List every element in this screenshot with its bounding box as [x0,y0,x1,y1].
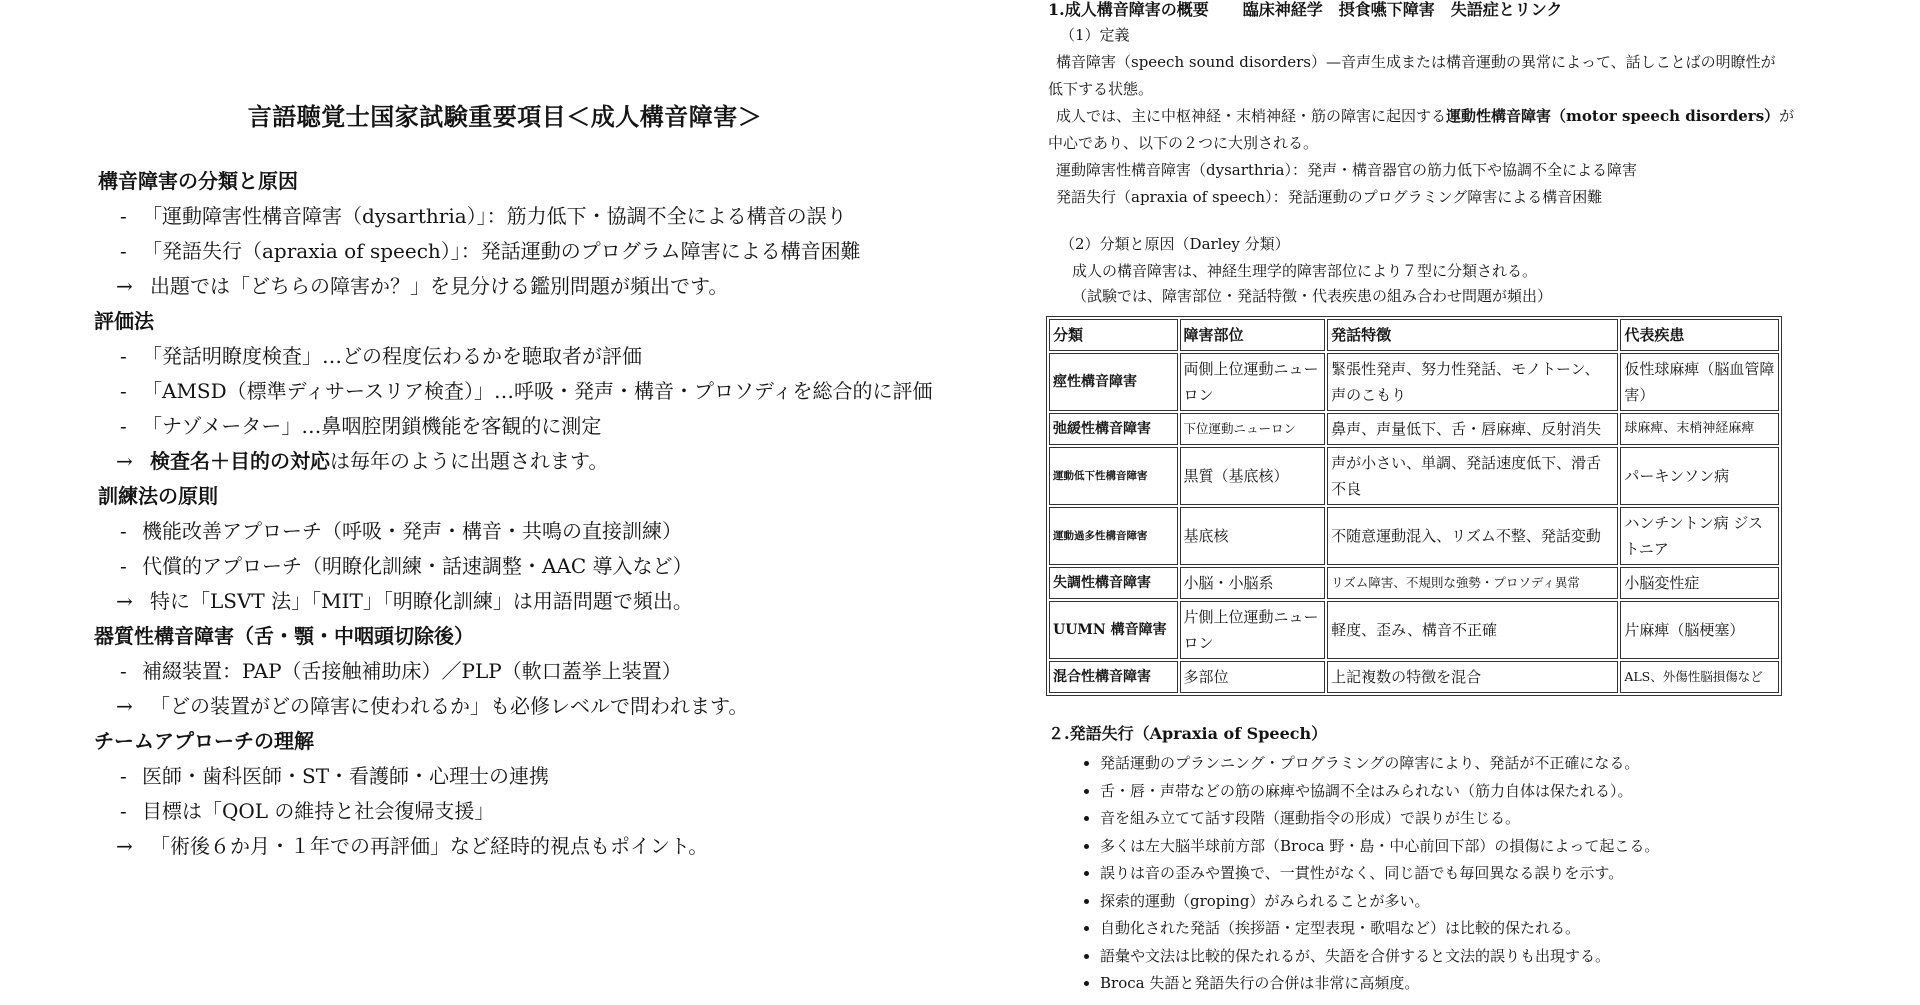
arrow-icon: → [116,449,133,473]
arrow-note [98,829,998,864]
site-cell: 多部位 [1180,661,1326,693]
list-item [98,339,998,374]
list-item [98,374,998,409]
section-heading: 訓練法の原則 [98,484,218,508]
arrow-note [98,444,998,479]
disease-cell: ALS、外傷性脳損傷など [1620,661,1779,693]
list-item [98,409,998,444]
note-bold-text: 検査名＋目的の対応 [150,449,330,473]
dash-marker: - [120,799,127,823]
bold-term: 運動性構音障害（motor speech disorders） [1446,107,1780,125]
section-heading: 構音障害の分類と原因 [98,169,298,193]
apraxia-bullet-list [1048,750,1908,998]
table-row [1049,661,1779,693]
list-item [98,759,998,794]
disease-cell: パーキンソン病 [1620,447,1779,505]
text-run: 成人では、主に中枢神経・末梢神経・筋の障害に起因する [1056,107,1447,125]
chapter-heading [1048,0,1908,22]
note-text: 「どの装置がどの障害に使われるか」も必修レベルで問われます。 [150,694,749,718]
text-run: が [1779,107,1795,125]
dash-marker: - [120,239,127,263]
site-cell: 小脳・小脳系 [1180,567,1326,599]
dash-marker: - [120,414,127,438]
class-cell: 失調性構音障害 [1049,567,1178,599]
note-text: 出題では「どちらの障害か？」を見分ける鑑別問題が頻出です。 [150,274,729,298]
arrow-icon: → [116,834,133,858]
column-header: 代表疾患 [1620,319,1779,351]
table-header-row [1049,319,1779,351]
disease-cell: 仮性球麻痺（脳血管障害） [1620,353,1779,411]
class-cell: 痙性構音障害 [1049,353,1178,411]
feature-cell: 不随意運動混入、リズム不整、発話変動 [1327,507,1618,565]
section-heading: 器質性構音障害（舌・顎・中咽頭切除後） [94,624,474,648]
table-row [1049,507,1779,565]
item-text: 代償的アプローチ（明瞭化訓練・話速調整・AAC 導入など） [142,554,693,578]
arrow-icon: → [116,274,133,298]
note-text: 「術後６か月・１年での再評価」など経時的視点もポイント。 [150,834,709,858]
table-row [1049,447,1779,505]
list-item: • 語彙や文法は比較的保たれるが、失語を合併すると文法的誤りも出現する。 [1100,943,1908,971]
feature-cell: リズム障害、不規則な強勢・プロソディ異常 [1327,567,1618,599]
dash-marker: - [120,204,127,228]
site-cell: 黒質（基底核） [1180,447,1326,505]
table-row [1049,567,1779,599]
subsection-heading: （1）定義 [1060,26,1130,44]
item-text: 補綴装置：PAP（舌接触補助床）／PLP（軟口蓋挙上装置） [142,659,682,683]
list-item: • 多くは左大脳半球前方部（Broca 野・島・中心前回下部）の損傷によって起こる。 [1100,833,1908,861]
right-body [1048,0,1908,998]
arrow-note [98,269,998,304]
paragraph-line: 中心であり、以下の２つに大別される。 [1048,134,1319,152]
section-heading: 評価法 [94,309,154,333]
item-text: 「ナゾメーター」…鼻咽腔閉鎖機能を客観的に測定 [142,414,602,438]
list-item: • 発話運動のプランニング・プログラミングの障害により、発話が不正確になる。 [1100,750,1908,778]
arrow-note [98,689,998,724]
chapter-title: 1.成人構音障害の概要 [1048,0,1209,19]
arrow-icon: → [116,694,133,718]
paragraph-line: 運動障害性構音障害（dysarthria）：発声・構音器官の筋力低下や協調不全による障害 [1056,161,1637,179]
paragraph-line: （試験では、障害部位・発話特徴・代表疾患の組み合わせ問題が頻出） [1072,287,1553,305]
feature-cell: 声が小さい、単調、発話速度低下、滑舌不良 [1327,447,1618,505]
list-item [98,549,998,584]
site-cell: 基底核 [1180,507,1326,565]
table-row [1049,353,1779,411]
class-cell: 弛緩性構音障害 [1049,413,1178,445]
note-text: は毎年のように出題されます。 [330,449,609,473]
arrow-note [98,584,998,619]
list-item: • 誤りは音の歪みや置換で、一貫性がなく、同じ語でも毎回異なる誤りを示す。 [1100,860,1908,888]
class-cell: 運動過多性構音障害 [1049,507,1178,565]
page-title: 言語聴覚士国家試験重要項目＜成人構音障害＞ [247,102,763,131]
item-text: 「発話明瞭度検査」…どの程度伝わるかを聴取者が評価 [142,344,642,368]
chapter-links: 臨床神経学 摂食嚥下障害 失語症とリンク [1242,0,1563,19]
class-cell: 運動低下性構音障害 [1049,447,1178,505]
list-item: • 自動化された発話（挨拶語・定型表現・歌唱など）は比較的保たれる。 [1100,915,1908,943]
class-cell: 混合性構音障害 [1049,661,1178,693]
list-item: • Broca 失語と発語失行の合併は非常に高頻度。 [1100,970,1908,998]
table-row [1049,413,1779,445]
item-text: 「AMSD（標準ディサースリア検査）」…呼吸・発声・構音・プロソディを総合的に評価 [142,379,933,403]
disease-cell: 片麻痺（脳梗塞） [1620,601,1779,659]
feature-cell: 鼻声、声量低下、舌・唇麻痺、反射消失 [1327,413,1618,445]
site-cell: 両側上位運動ニューロン [1180,353,1326,411]
column-header: 障害部位 [1180,319,1326,351]
feature-cell: 軽度、歪み、構音不正確 [1327,601,1618,659]
list-item [98,234,998,269]
class-cell: UUMN 構音障害 [1049,601,1178,659]
right-page [1010,0,1920,1005]
arrow-icon: → [116,589,133,613]
item-text: 「運動障害性構音障害（dysarthria）」：筋力低下・協調不全による構音の誤り [142,204,847,228]
list-item [98,514,998,549]
left-body [94,164,998,864]
table-row [1049,601,1779,659]
list-item [98,654,998,689]
list-item: • 探索的運動（groping）がみられることが多い。 [1100,888,1908,916]
paragraph-line: 構音障害（speech sound disorders）—音声生成または構音運動の異常によって、話しことばの明瞭性が [1056,53,1776,71]
dash-marker: - [120,519,127,543]
paragraph-line [1048,103,1908,130]
note-text: 特に「LSVT 法」「MIT」「明瞭化訓練」は用語問題で頻出。 [150,589,693,613]
list-item: • 音を組み立てて話す段階（運動指令の形成）で誤りが生じる。 [1100,805,1908,833]
site-cell: 片側上位運動ニューロン [1180,601,1326,659]
dash-marker: - [120,344,127,368]
site-cell: 下位運動ニューロン [1180,413,1326,445]
disease-cell: ハンチントン病 ジストニア [1620,507,1779,565]
dash-marker: - [120,554,127,578]
list-item [98,199,998,234]
list-item: • 舌・唇・声帯などの筋の麻痺や協調不全はみられない（筋力自体は保たれる）。 [1100,778,1908,806]
paragraph-line: 成人の構音障害は、神経生理学的障害部位により７型に分類される。 [1072,262,1538,280]
disease-cell: 小脳変性症 [1620,567,1779,599]
disease-cell: 球麻痺、末梢神経麻痺 [1620,413,1779,445]
column-header: 分類 [1049,319,1178,351]
dash-marker: - [120,659,127,683]
item-text: 医師・歯科医師・ST・看護師・心理士の連携 [142,764,550,788]
item-text: 機能改善アプローチ（呼吸・発声・構音・共鳴の直接訓練） [142,519,682,543]
subsection-heading: （2）分類と原因（Darley 分類） [1060,235,1290,253]
list-item [98,794,998,829]
paragraph-line: 発語失行（apraxia of speech）：発話運動のプログラミング障害による構音困難 [1056,188,1603,206]
item-text: 「発語失行（apraxia of speech）」：発話運動のプログラム障害による構音困難 [142,239,861,263]
dash-marker: - [120,764,127,788]
section-heading: チームアプローチの理解 [94,729,314,753]
dash-marker: - [120,379,127,403]
feature-cell: 上記複数の特徴を混合 [1327,661,1618,693]
paragraph-line: 低下する状態。 [1048,80,1154,98]
item-text: 目標は「QOL の維持と社会復帰支援」 [142,799,495,823]
feature-cell: 緊張性発声、努力性発話、モノトーン、声のこもり [1327,353,1618,411]
column-header: 発話特徴 [1327,319,1618,351]
chapter-heading-2: ２.発語失行（Apraxia of Speech） [1048,724,1328,743]
darley-classification-table [1046,316,1782,696]
